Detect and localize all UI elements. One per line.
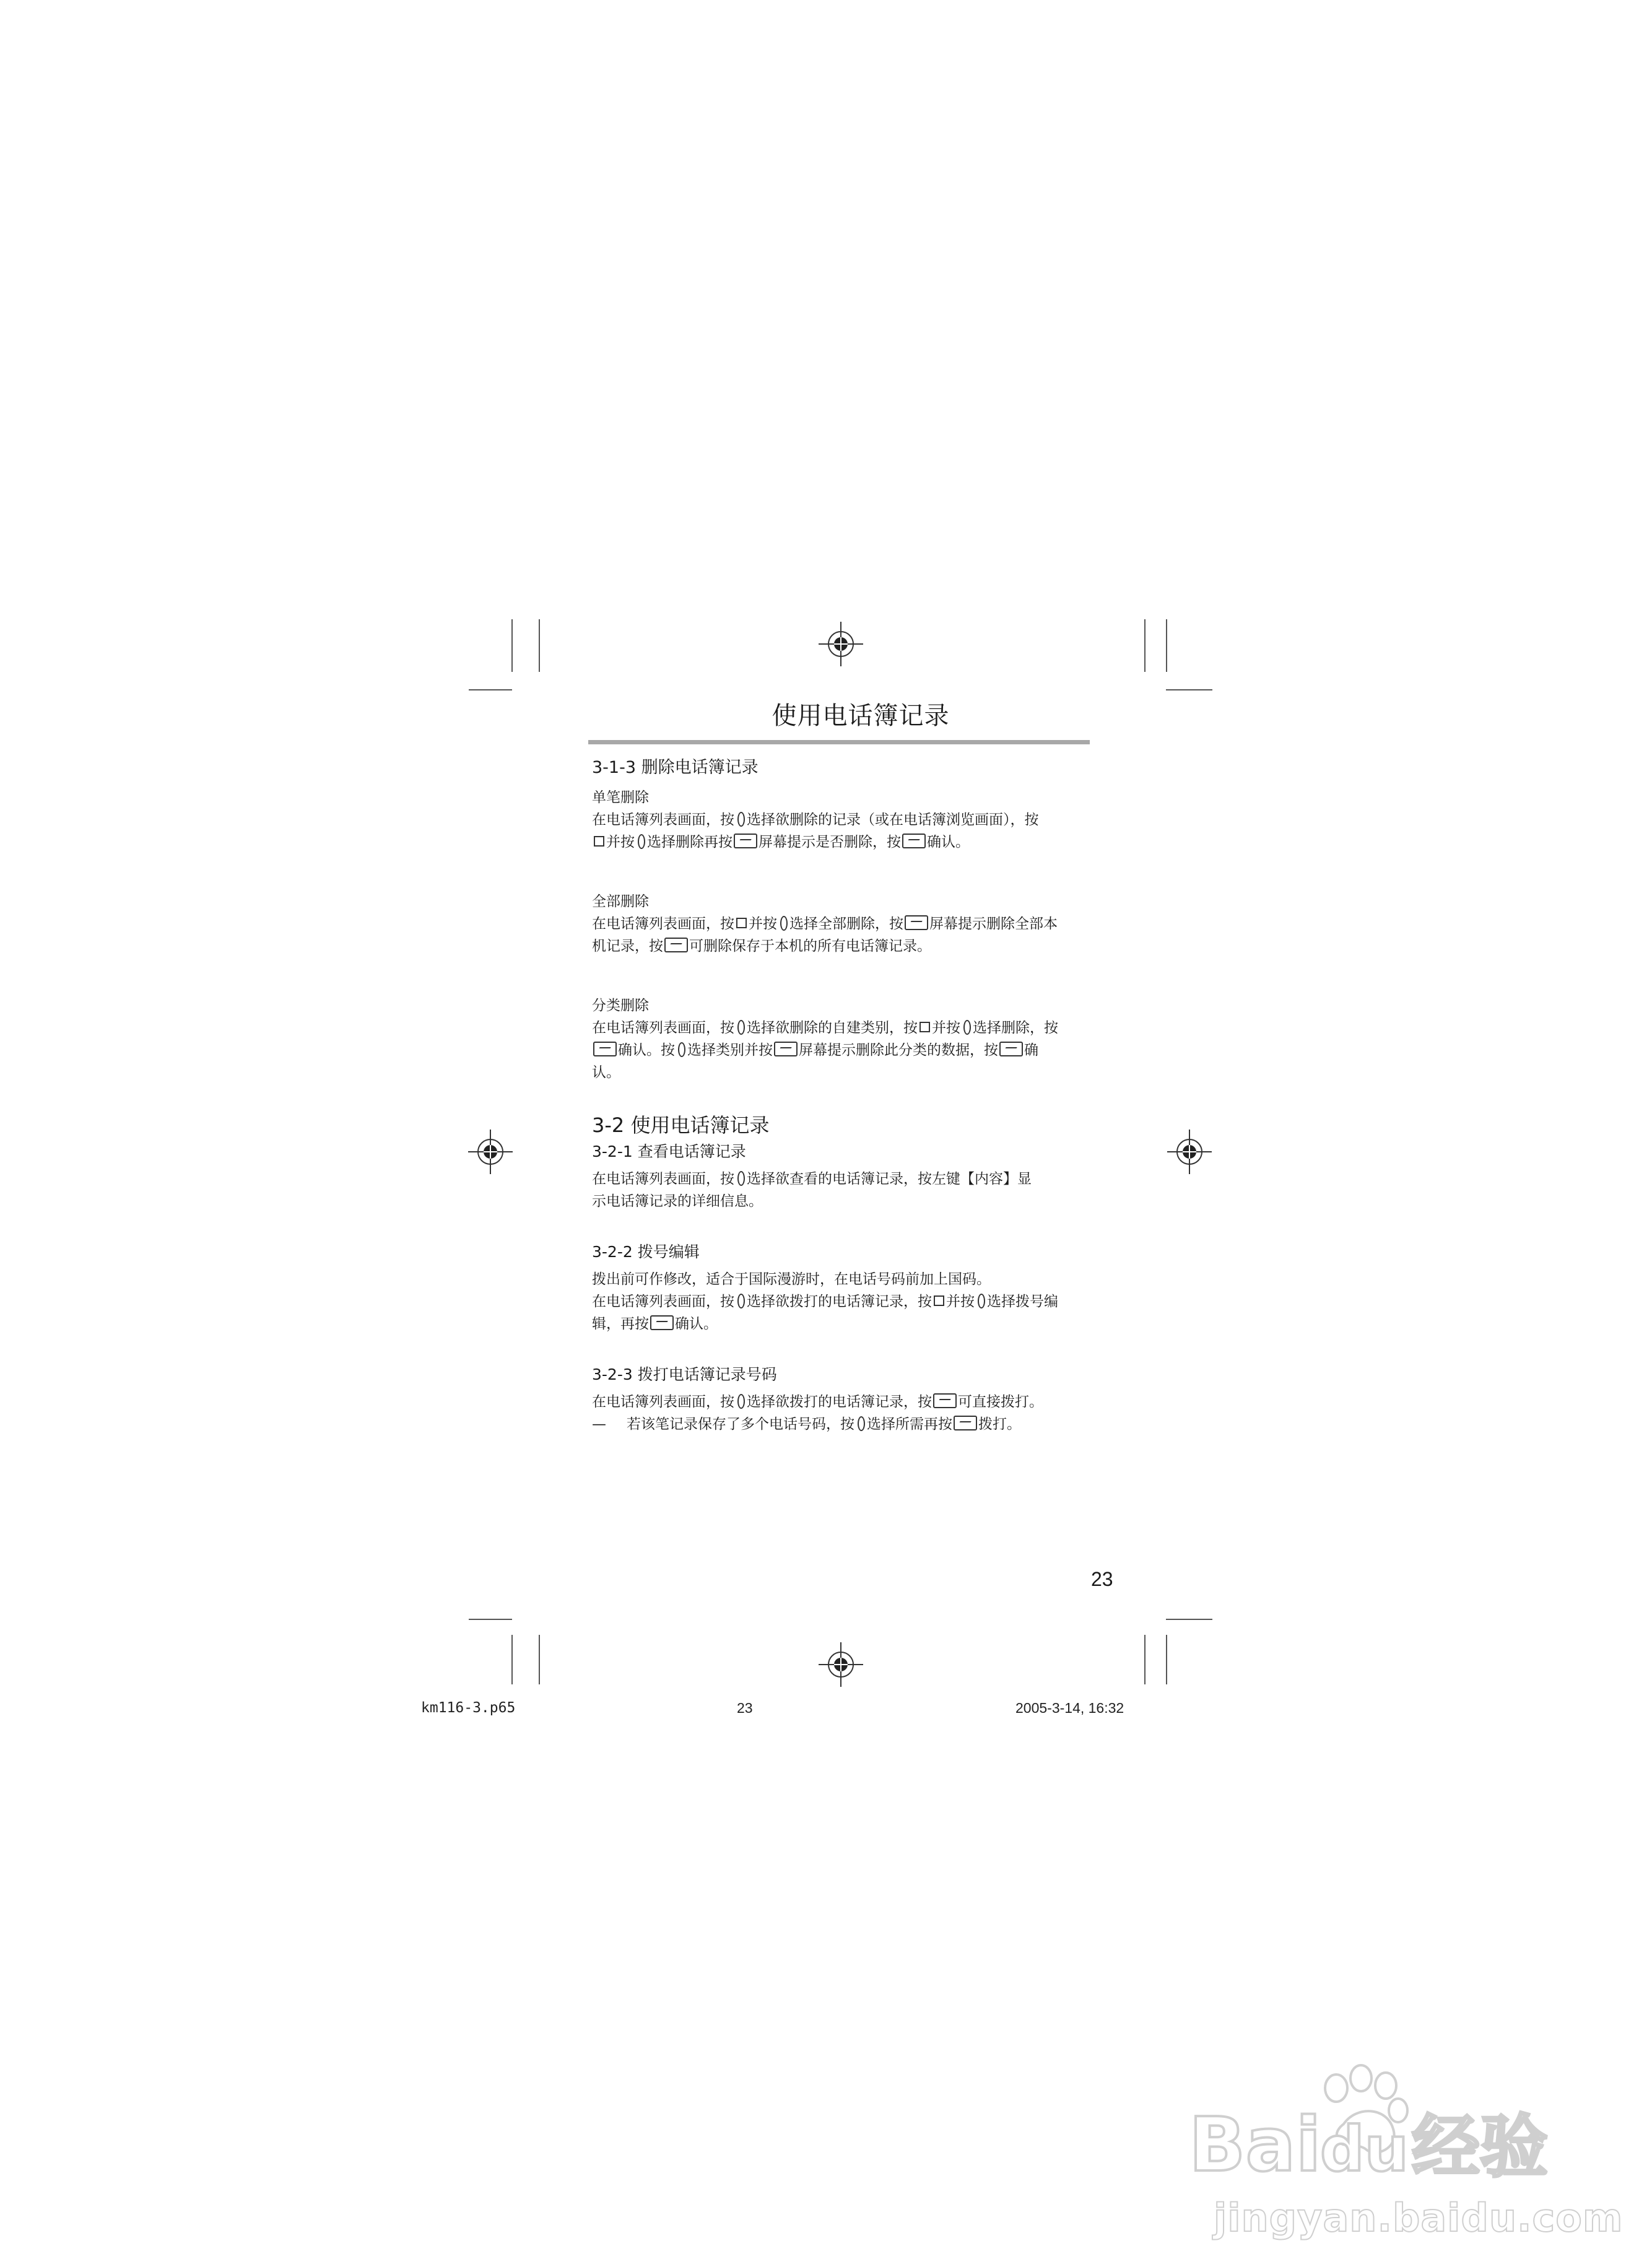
nav-key-icon xyxy=(736,1394,745,1409)
soft-key-icon xyxy=(999,1042,1023,1056)
nav-key-icon xyxy=(637,834,645,849)
text-span: 屏幕提示是否删除，按 xyxy=(759,834,901,850)
paragraph-line xyxy=(592,1391,1087,1413)
registration-mark-icon xyxy=(819,622,863,666)
registration-mark-icon xyxy=(468,1130,513,1174)
paragraph-line: 拨出前可作修改，适合于国际漫游时，在电话号码前加上国码。 xyxy=(592,1271,991,1287)
soft-key-icon xyxy=(774,1042,798,1056)
subsection-title-category-delete: 分类删除 xyxy=(592,998,649,1014)
paragraph-line xyxy=(592,831,1087,853)
soft-key-icon xyxy=(905,915,928,930)
text-span: 在电话簿列表画面，按 xyxy=(592,1171,734,1187)
nav-key-icon xyxy=(677,1042,685,1057)
text-span: 辑，再按 xyxy=(592,1316,649,1332)
nav-key-icon xyxy=(736,812,745,827)
square-key-icon xyxy=(919,1022,930,1032)
page-content xyxy=(592,755,1087,1435)
text-span: 并按 xyxy=(946,1294,975,1310)
text-span: 选择删除，按 xyxy=(973,1020,1058,1036)
page-number: 23 xyxy=(1091,1568,1113,1590)
text-span: 选择所需再按 xyxy=(867,1416,952,1432)
text-span: 在电话簿列表画面，按 xyxy=(592,1294,734,1310)
footer-datetime: 2005-3-14, 16:32 xyxy=(1015,1700,1124,1716)
page-title: 使用电话簿记录 xyxy=(772,702,950,730)
text-span: 在电话簿列表画面，按 xyxy=(592,916,734,932)
soft-key-icon xyxy=(734,834,757,848)
nav-key-icon xyxy=(976,1294,985,1308)
section-heading-3-2-2: 3-2-2 拨号编辑 xyxy=(592,1243,700,1261)
text-span: 确认。 xyxy=(927,834,970,850)
soft-key-icon xyxy=(933,1393,957,1408)
paragraph-line: 认。 xyxy=(592,1065,620,1081)
nav-key-icon xyxy=(779,916,788,931)
subsection-title-delete-all: 全部删除 xyxy=(592,894,649,910)
paragraph-line: 示电话簿记录的详细信息。 xyxy=(592,1193,763,1209)
text-span: 选择欲查看的电话簿记录，按左键【内容】显 xyxy=(747,1171,1032,1187)
text-span: 选择全部删除，按 xyxy=(789,916,903,932)
footer-filename: km116-3.p65 xyxy=(421,1700,516,1716)
title-divider xyxy=(588,740,1090,744)
paragraph-line xyxy=(592,1313,1087,1335)
paragraph-line xyxy=(592,1291,1087,1313)
soft-key-icon xyxy=(593,1042,617,1056)
text-span: 拨打。 xyxy=(978,1416,1021,1432)
nav-key-icon xyxy=(736,1020,745,1035)
text-span: 可删除保存于本机的所有电话簿记录。 xyxy=(689,938,931,954)
paragraph-line xyxy=(592,935,1087,957)
watermark-url: jingyan.baidu.com xyxy=(1214,2195,1624,2240)
footer-page: 23 xyxy=(737,1700,753,1716)
square-key-icon xyxy=(594,836,604,847)
section-heading-3-2: 3-2 使用电话簿记录 xyxy=(592,1113,770,1137)
text-span: 选择欲删除的记录（或在电话簿浏览画面），按 xyxy=(747,812,1039,828)
baidu-watermark-logo xyxy=(1189,2056,1573,2180)
soft-key-icon xyxy=(902,834,926,848)
text-span: 选择欲删除的自建类别，按 xyxy=(747,1020,918,1036)
text-span: 并按 xyxy=(749,916,777,932)
text-span: 机记录，按 xyxy=(592,938,663,954)
text-span: 屏幕提示删除此分类的数据，按 xyxy=(799,1042,998,1058)
text-span: 选择类别并按 xyxy=(687,1042,773,1058)
text-span: 在电话簿列表画面，按 xyxy=(592,1020,734,1036)
text-span: 在电话簿列表画面，按 xyxy=(592,1394,734,1410)
square-key-icon xyxy=(934,1295,944,1306)
section-heading-3-1-3: 3-1-3 删除电话簿记录 xyxy=(592,758,759,777)
nav-key-icon xyxy=(856,1416,865,1431)
text-span: 选择欲拨打的电话簿记录，按 xyxy=(747,1394,932,1410)
paragraph-line xyxy=(592,1168,1087,1190)
text-span: 确认。按 xyxy=(618,1042,675,1058)
text-span: 选择欲拨打的电话簿记录，按 xyxy=(747,1294,932,1310)
soft-key-icon xyxy=(664,938,688,952)
bullet-line xyxy=(592,1413,1087,1435)
text-span: 屏幕提示删除全部本 xyxy=(929,916,1058,932)
square-key-icon xyxy=(736,918,747,928)
paragraph-line xyxy=(592,1017,1087,1039)
text-span: 可直接拨打。 xyxy=(958,1394,1043,1410)
paragraph-line xyxy=(592,809,1087,831)
section-heading-3-2-3: 3-2-3 拨打电话簿记录号码 xyxy=(592,1365,777,1383)
text-span: 并按 xyxy=(932,1020,960,1036)
section-heading-3-2-1: 3-2-1 查看电话簿记录 xyxy=(592,1143,746,1160)
text-span: 并按 xyxy=(606,834,635,850)
svg-text:经验: 经验 xyxy=(1412,2107,1548,2180)
text-span: 在电话簿列表画面，按 xyxy=(592,812,734,828)
text-span: 若该笔记录保存了多个电话号码，按 xyxy=(627,1416,854,1432)
nav-key-icon xyxy=(736,1294,745,1308)
subsection-title-single-delete: 单笔删除 xyxy=(592,790,649,806)
text-span: 选择删除再按 xyxy=(647,834,733,850)
registration-mark-icon xyxy=(819,1642,863,1687)
paragraph-line xyxy=(592,1039,1087,1061)
nav-key-icon xyxy=(736,1171,745,1186)
soft-key-icon xyxy=(650,1315,674,1330)
text-span: 确认。 xyxy=(675,1316,718,1332)
soft-key-icon xyxy=(954,1416,977,1430)
nav-key-icon xyxy=(962,1020,971,1035)
svg-text:du: du xyxy=(1320,2113,1409,2180)
svg-text:Bai: Bai xyxy=(1189,2102,1321,2180)
paragraph-line xyxy=(592,913,1087,935)
text-span: 确 xyxy=(1024,1042,1038,1058)
registration-mark-icon xyxy=(1167,1130,1212,1174)
bullet-dash: — xyxy=(592,1416,606,1432)
text-span: 选择拨号编 xyxy=(987,1294,1058,1310)
